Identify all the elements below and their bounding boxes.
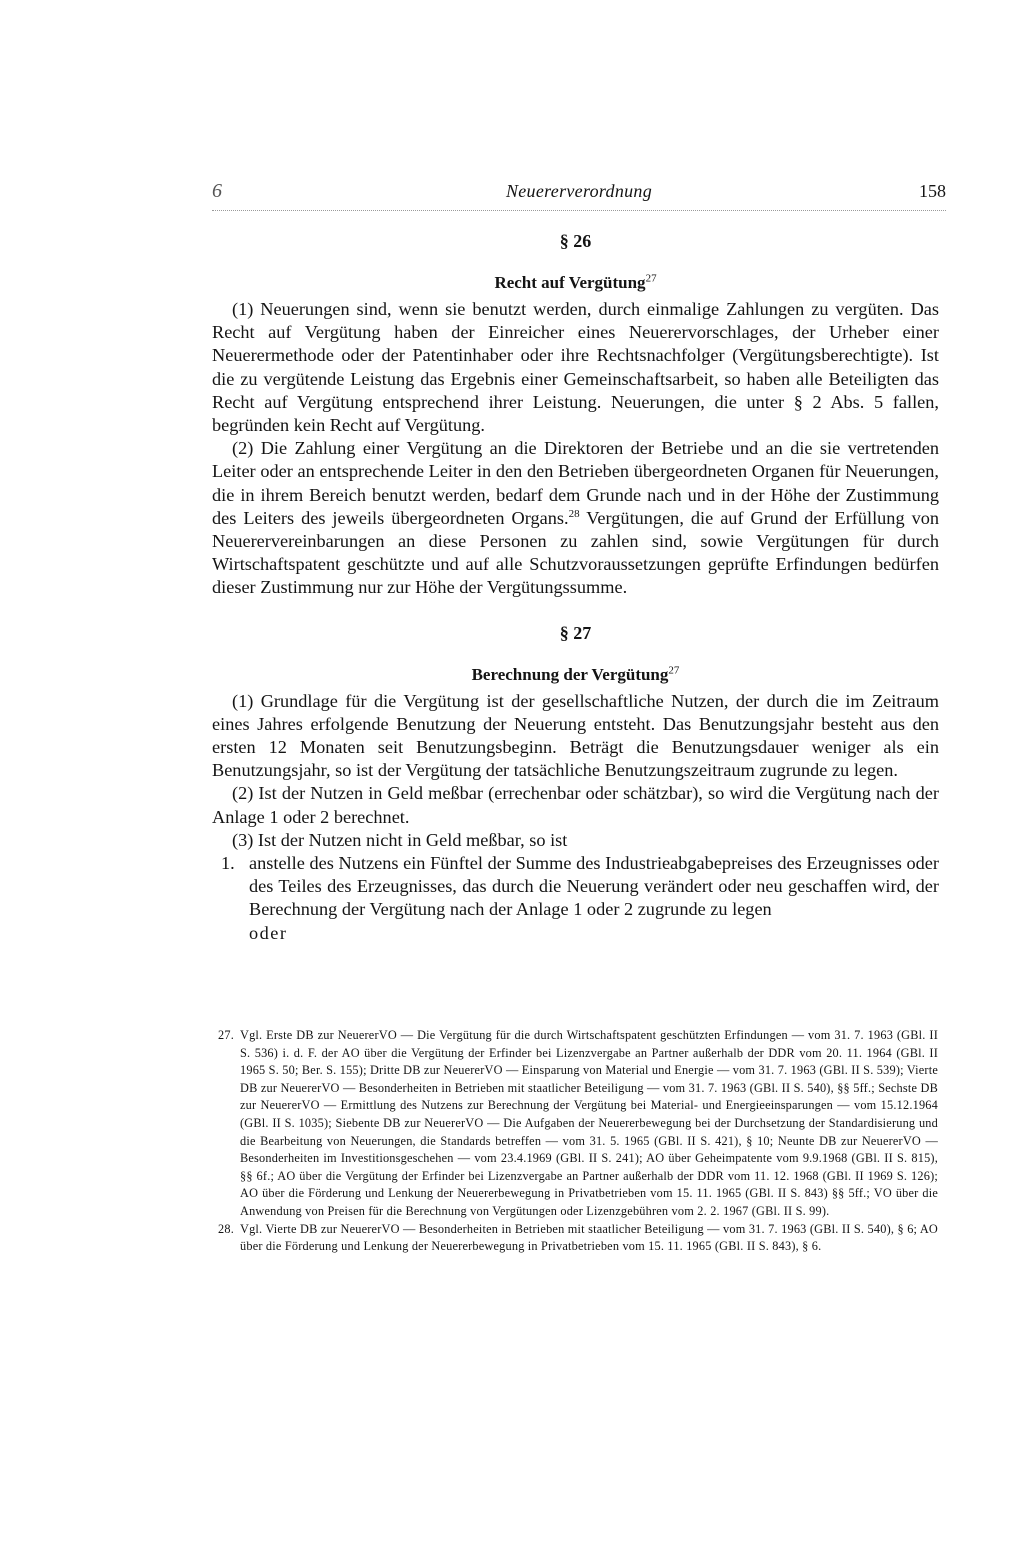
section-26-paragraph-2 bbox=[212, 437, 939, 599]
section-27 bbox=[212, 622, 939, 945]
main-text bbox=[212, 230, 939, 945]
section-26-title bbox=[212, 271, 939, 294]
section-27-paragraph-3: (3) Ist der Nutzen nicht in Geld meßbar, so ist bbox=[232, 829, 568, 850]
section-27-number: § 27 bbox=[559, 622, 592, 643]
page-number: 158 bbox=[919, 181, 946, 201]
footnote-ref-28: 28 bbox=[568, 507, 580, 520]
footnote-27 bbox=[218, 1027, 938, 1221]
section-27-paragraph-2: (2) Ist der Nutzen in Geld meßbar (errechenbar oder schätzbar), so wird die Vergütung nach der Anlage 1 oder 2 berechnet. bbox=[212, 783, 939, 827]
section-27-paragraph-1: (1) Grundlage für die Vergütung ist der gesellschaftliche Nutzen, der durch die im Zeitraum eines Jahres erfolgende Benutzung der Neuerung entsteht. Das Benutzungsjahr besteht aus den ersten 12 Monaten seit Benutzungsbeginn. Beträgt die Benutzungsdauer weniger als ein Benutzungsjahr, so ist der Vergütung der tatsächliche Benutzungszeitraum zugrunde zu legen. bbox=[212, 690, 939, 781]
running-header bbox=[212, 180, 946, 211]
section-26-number: § 26 bbox=[559, 231, 592, 251]
oder-word: oder bbox=[249, 922, 288, 943]
section-26-title-text: Recht auf Vergütung bbox=[494, 273, 646, 292]
footnote-ref-27: 27 bbox=[645, 272, 657, 285]
list-item-1-text: anstelle des Nutzens ein Fünftel der Summe des Industrieabgabepreises des Erzeugnisses oder des Teiles des Erzeugnisses, das durch die Neuerung verändert oder neu geschaffen wird, der Berechnung der Vergütung nach der Anlage 1 oder 2 zugrunde zu legen bbox=[249, 853, 939, 920]
list-item-1-number: 1. bbox=[221, 853, 235, 874]
section-27-title-text: Berechnung der Vergütung bbox=[471, 664, 669, 684]
footnote-ref-27b: 27 bbox=[668, 663, 680, 676]
section-gap bbox=[212, 600, 939, 622]
footnote-27-number: 27. bbox=[218, 1028, 234, 1042]
footnote-28-number: 28. bbox=[218, 1221, 234, 1236]
footnote-27-text: Vgl. Erste DB zur NeuererVO — Die Vergütung für die durch Wirtschaftspatent geschützten Erfindungen — vom 31. 7. 1963 (GBl. II S. 536) i. d. F. der AO über die Vergütung der Erfinder bei Lizenzvergabe an Partner außerhalb der DDR vom 20. 11. 1964 (GBl. II 1965 S. 50; Ber. S. 155); Dritte DB zur NeuererVO — Einsparung von Material und Energie — vom 31. 7. 1963 (GBl. II S. 539); Vierte DB zur NeuererVO — Besonderheiten in Betrieben mit staatlicher Beteiligung — vom 31. 7. 1963 (GBl. II S. 540), §§ 5ff.; Sechste DB zur NeuererVO — Ermittlung des Nutzens zur Berechnung der Vergütung bei Material- und Energieeinsparungen — vom 15.12.1964 (GBl. II S. 1035); Siebente DB zur NeuererVO — Die Aufgaben der Neuererbewegung bei der Durchsetzung der Standardisierung und die Bearbeitung von Neuerungen, die Standards betreffen — vom 31. 5. 1965 (GBl. II S. 421), § 10; Neunte DB zur NeuererVO — Besonderheiten im Investitionsgeschehen — vom 23.4.1969 (GBl. II S. 241); AO über Geheimpatente vom 9.9.1968 (GBl. II S. 815), §§ 6f.; AO über die Vergütung der Erfinder bei Lizenzvergabe an Partner außerhalb der DDR vom 11. 12. 1968 (GBl. II 1969 S. 126); AO über die Förderung und Lenkung der Neuererbewegung in Privatbetrieben vom 15. 11. 1965 (GBl. II S. 843) §§ 5ff.; VO über die Anwendung von Preisen für die Berechnung von Vergütungen oder Lizenzgebühren vom 2. 2. 1967 (GBl. II S. 99). bbox=[240, 1028, 938, 1218]
section-26-paragraph-1: (1) Neuerungen sind, wenn sie benutzt werden, durch einmalige Zahlungen zu vergüten. Das Recht auf Vergütung haben der Einreicher eines Neuerervorschlages, der Urheber einer Neuerermethode oder der Patentinhaber oder ihre Rechtsnachfolger (Vergütungsberechtigte). Ist die zu vergütende Leistung das Ergebnis einer Gemeinschaftsarbeit, so haben alle Beteiligten das Recht auf Vergütung entsprechend ihrer Leistung. Neuerungen, die unter § 2 Abs. 5 fallen, begründen kein Recht auf Vergütung. bbox=[212, 299, 939, 436]
section-27-title bbox=[212, 663, 939, 686]
section-26 bbox=[212, 230, 939, 600]
footnote-28-text: Vgl. Vierte DB zur NeuererVO — Besonderheiten in Betrieben mit staatlicher Beteiligung — vom 31. 7. 1963 (GBl. II S. 540), § 6; AO über die Förderung und Lenkung der Neuererbewegung in Privatbetrieben vom 15. 11. 1965 (GBl. II S. 843), § 6. bbox=[240, 1221, 938, 1254]
list-item-1 bbox=[212, 852, 939, 922]
footnote-28 bbox=[218, 1221, 938, 1256]
header-mark: 6 bbox=[212, 180, 222, 202]
footnotes bbox=[218, 1027, 938, 1256]
section-26-paragraph-2-part-b: Vergütungen, die auf Grund der Erfüllung von Neuerervereinbarungen an diese Personen zu zahlen sind, sowie Vergütungen für durch Wirtschaftspatent geschützte und auf alle Schutzvoraussetzungen geprüfte Erfindungen bedürfen dieser Zustimmung nur zur Höhe der Vergütungssumme. bbox=[212, 507, 939, 598]
section-26-paragraph-2-part-a: (2) Die Zahlung einer Vergütung an die Direktoren der Betriebe und an die sie vertretenden Leiter oder an entsprechende Leiter in den den Betrieben übergeordneten Organen für Neuerungen, die in ihrem Bereich benutzt werden, bedarf dem Grunde nach und in der Höhe der Zustimmung des Leiters des jeweils übergeordneten Organs. bbox=[212, 438, 939, 528]
header-title: Neuererverordnung bbox=[505, 181, 653, 201]
